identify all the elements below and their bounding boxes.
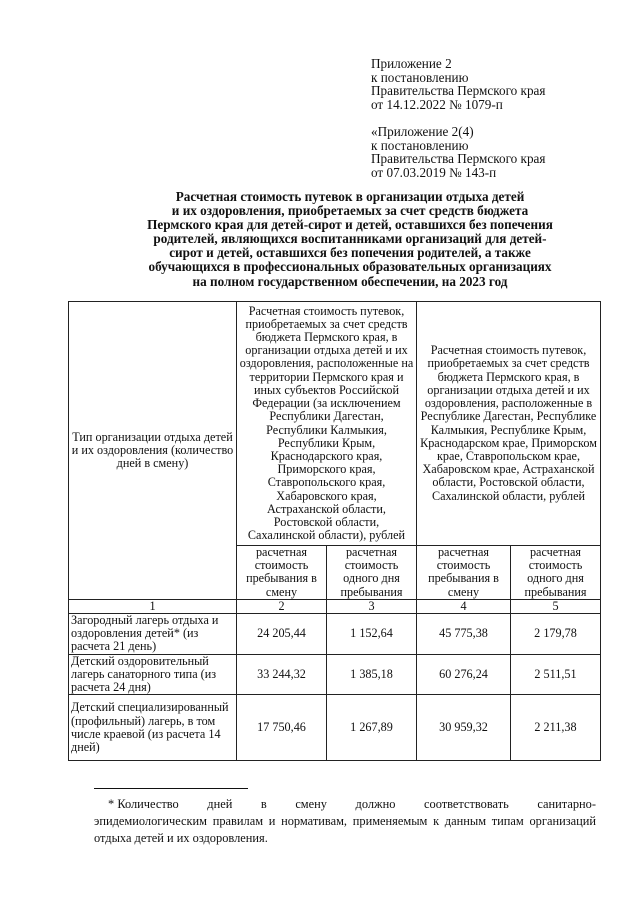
appendix-header-line: к постановлению (371, 69, 469, 85)
title-line: Расчетная стоимость путевок в организации отдыха детей (175, 189, 525, 204)
original-header-line: «Приложение 2(4) (371, 124, 474, 139)
value-cell: 2 211,38 (511, 695, 601, 761)
subheader-cell: расчетная стоимость одного дня пребывания (511, 546, 601, 600)
value-cell: 17 750,46 (237, 695, 327, 761)
original-header-line: к постановлению (371, 137, 469, 153)
table-row (69, 614, 601, 655)
footnote-marker: * (108, 797, 115, 811)
cost-table (68, 301, 601, 761)
value-cell: 1 152,64 (327, 614, 417, 655)
value-cell: 45 775,38 (417, 614, 511, 655)
camp-type-cell: Загородный лагерь отдыха и оздоровления детей* (из расчета 21 день) (69, 614, 237, 655)
value-cell: 1 267,89 (327, 695, 417, 761)
document-title (76, 190, 624, 289)
table-header-row (69, 302, 601, 546)
column-number: 4 (417, 599, 511, 613)
appendix-header (371, 57, 545, 111)
value-cell: 2 511,51 (511, 654, 601, 695)
title-line: на полном государственном обеспечении, на 2023 год (192, 273, 508, 289)
value-cell: 33 244,32 (237, 654, 327, 695)
footnote-word: в (260, 797, 267, 811)
footnote-word: смену (295, 797, 327, 811)
appendix-header-line: Правительства Пермского края (371, 83, 546, 99)
column-number: 1 (69, 599, 237, 613)
column-number: 3 (327, 599, 417, 613)
col-type-header: Тип организации отдыха детей и их оздоровления (количество дней в смену) (69, 302, 237, 600)
subheader-cell: расчетная стоимость пребывания в смену (237, 546, 327, 600)
camp-type-cell: Детский специализированный (профильный) лагерь, в том числе краевой (из расчета 14 дней) (69, 695, 237, 761)
table-row (69, 654, 601, 695)
value-cell: 60 276,24 (417, 654, 511, 695)
group1-header: Расчетная стоимость путевок, приобретаемых за счет средств бюджета Пермского края, в организации отдыха детей и их оздоровления, расположенные на территории Пермского края и иных субъектов Российской Федерации (за исключением Республики Дагестан, Республики Калмыкия, Республики Крым, Краснодарского края, Приморского края, Ставропольского края, Хабаровского края, Астраханской области, Ростовской области, Сахалинской области), рублей (237, 302, 417, 546)
title-line: Пермского края для детей-сирот и детей, оставшихся без попечения (147, 217, 553, 233)
table-row (69, 695, 601, 761)
value-cell: 2 179,78 (511, 614, 601, 655)
value-cell: 1 385,18 (327, 654, 417, 695)
column-number: 2 (237, 599, 327, 613)
footnote-word: санитарно- (537, 797, 596, 811)
footnote-text: эпидемиологическим правилам и нормативам, применяемым к данным типам организаций отдыха детей и их оздоровления. (94, 814, 596, 845)
footnote-word: должно (355, 797, 396, 811)
footnote-divider (94, 788, 248, 789)
original-header-line: Правительства Пермского края (371, 151, 546, 167)
title-line: и их оздоровления, приобретаемых за счет средств бюджета (171, 203, 529, 219)
title-line: обучающихся в профессиональных образовательных организациях (148, 259, 552, 275)
footnote-word: дней (207, 797, 233, 811)
camp-type-cell: Детский оздоровительный лагерь санаторного типа (из расчета 24 дня) (69, 654, 237, 695)
footnote-first-line (94, 796, 596, 813)
footnote (94, 796, 596, 847)
column-number-row (69, 599, 601, 613)
original-header-line: от 07.03.2019 № 143-п (371, 164, 497, 180)
column-number: 5 (511, 599, 601, 613)
value-cell: 30 959,32 (417, 695, 511, 761)
footnote-word: * Количество (108, 797, 179, 811)
subheader-cell: расчетная стоимость пребывания в смену (417, 546, 511, 600)
title-line: родителей, являющихся воспитанниками организаций для детей- (153, 231, 547, 247)
subheader-cell: расчетная стоимость одного дня пребывания (327, 546, 417, 600)
appendix-header-line: от 14.12.2022 № 1079-п (371, 96, 503, 112)
footnote-word: соответствовать (424, 797, 509, 811)
value-cell: 24 205,44 (237, 614, 327, 655)
group2-header: Расчетная стоимость путевок, приобретаемых за счет средств бюджета Пермского края, в организации отдыха детей и их оздоровления, расположенные в Республике Дагестан, Республике Калмыкия, Республике Крым, Краснодарском крае, Приморском крае, Ставропольском крае, Хабаровском крае, Астраханской области, Ростовской области, Сахалинской области, рублей (417, 302, 601, 546)
original-appendix-header (371, 125, 545, 179)
appendix-header-line: Приложение 2 (371, 56, 452, 71)
title-line: сирот и детей, оставшихся без попечения родителей, а также (169, 245, 531, 261)
